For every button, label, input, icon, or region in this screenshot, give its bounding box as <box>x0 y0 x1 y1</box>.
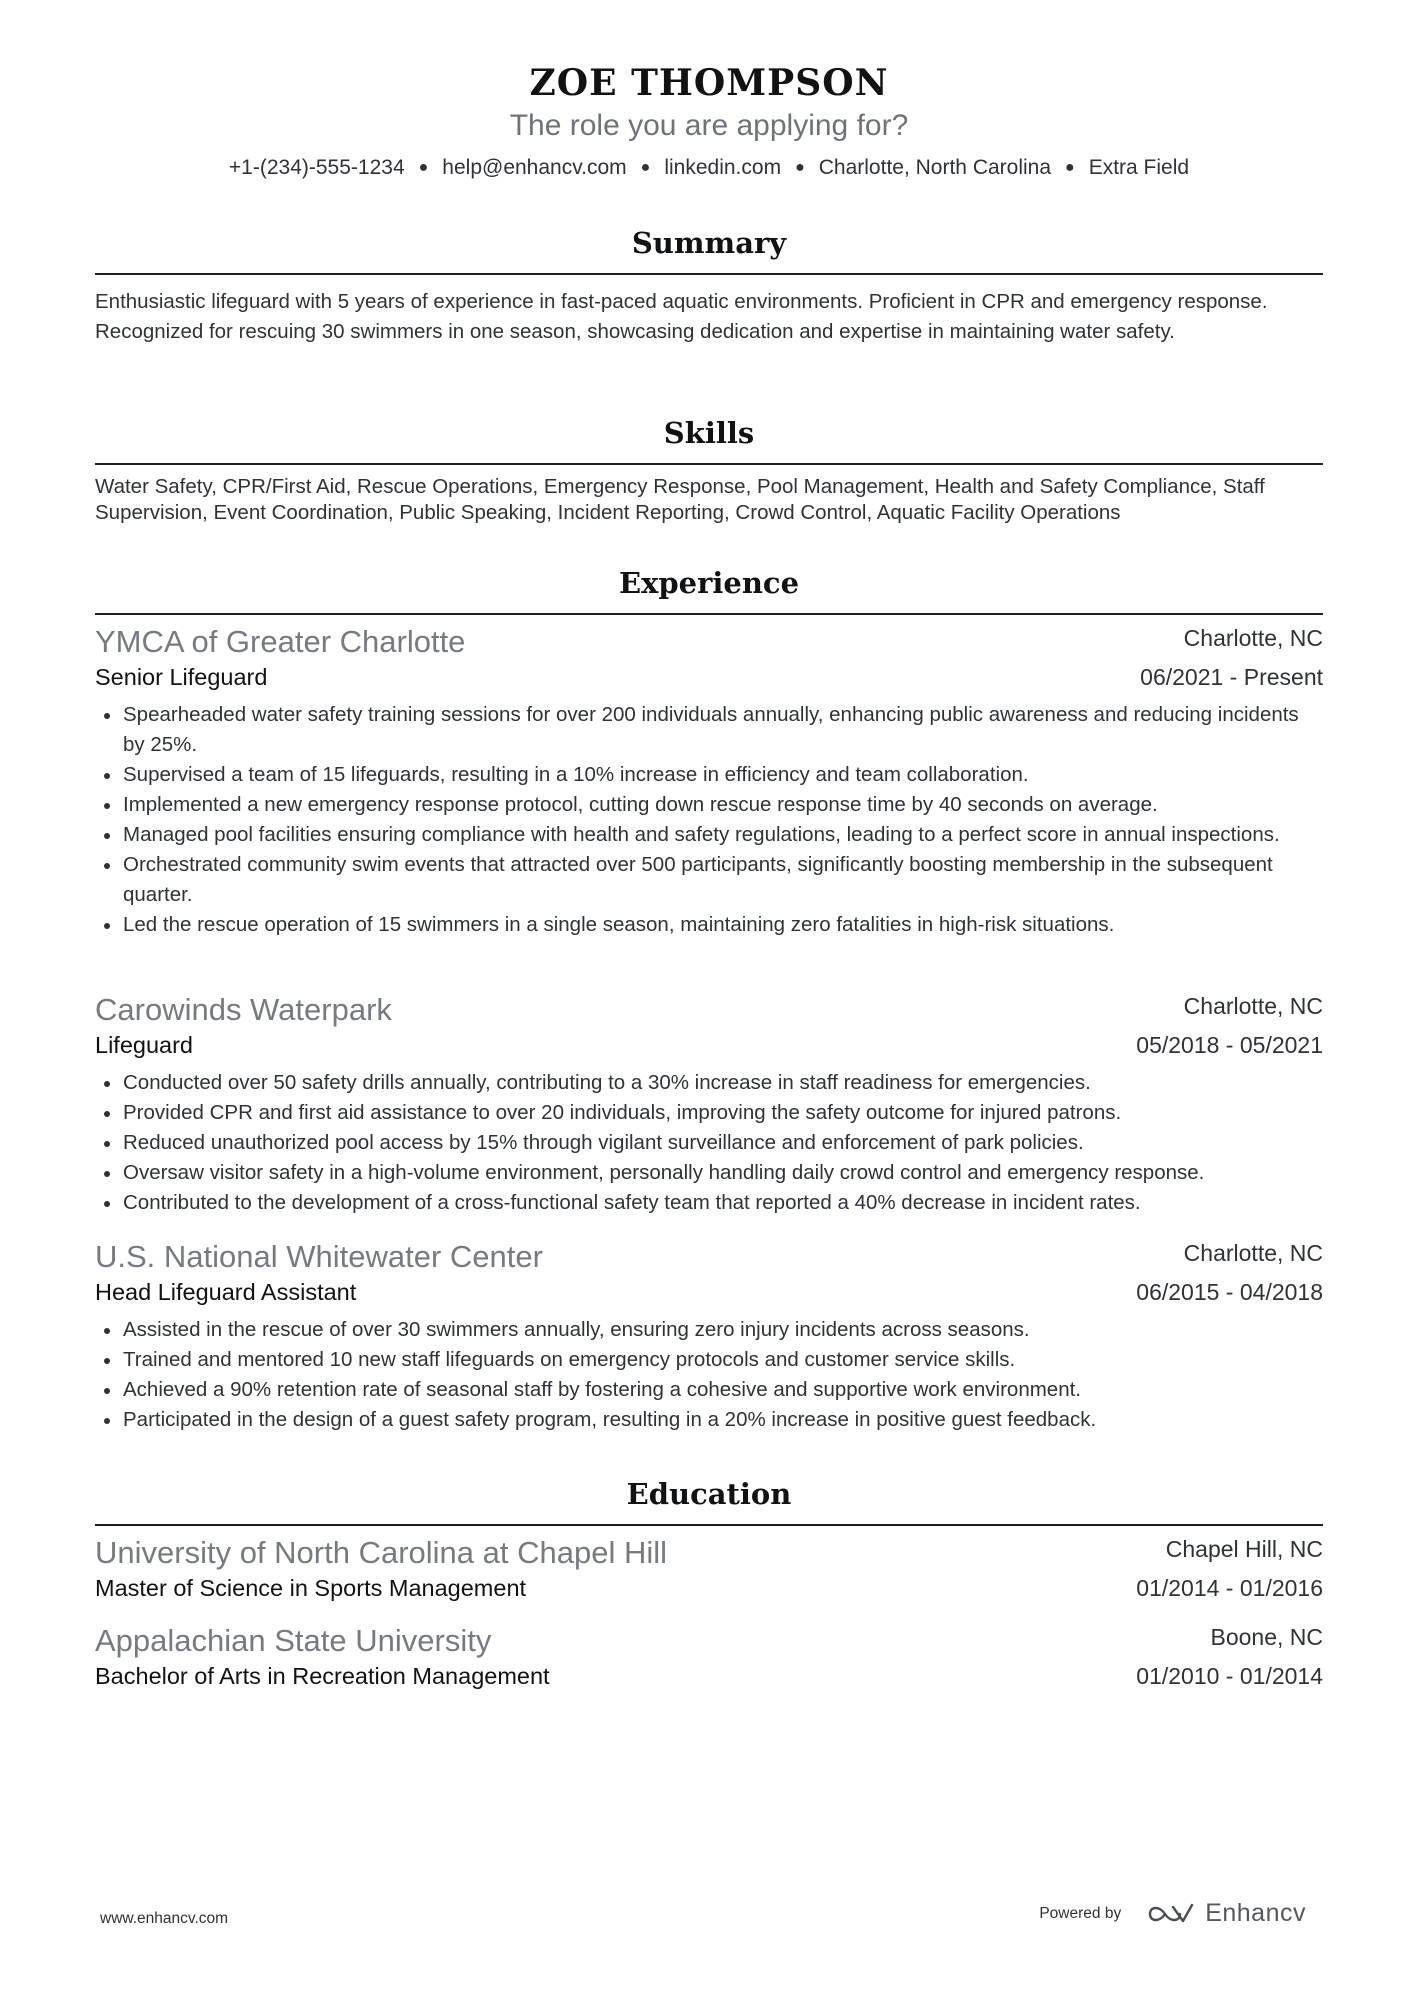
job-achievements <box>95 1068 1323 1218</box>
list-item: Orchestrated community swim events that attracted over 500 participants, significantly boosting membership in the subsequent quarter. <box>95 850 1323 910</box>
job-dates: 05/2018 - 05/2021 <box>1136 1032 1323 1058</box>
list-item: Achieved a 90% retention rate of seasonal staff by fostering a cohesive and supportive work environment. <box>95 1375 1323 1405</box>
list-item: Implemented a new emergency response protocol, cutting down rescue response time by 40 seconds on average. <box>95 790 1323 820</box>
school-location: Boone, NC <box>1210 1624 1323 1650</box>
list-item: Participated in the design of a guest safety program, resulting in a 20% increase in positive guest feedback. <box>95 1405 1323 1435</box>
list-item: Managed pool facilities ensuring compliance with health and safety regulations, leading to a perfect score in annual inspections. <box>95 820 1323 850</box>
job-achievements <box>95 700 1323 940</box>
enhancv-logo-icon <box>1147 1900 1195 1928</box>
education-dates: 01/2014 - 01/2016 <box>1136 1575 1323 1601</box>
bullet-separator-icon: ● <box>795 159 805 176</box>
phone: +1-(234)-555-1234 <box>228 156 405 179</box>
experience-heading: Experience <box>618 566 800 600</box>
summary-text: Enthusiastic lifeguard with 5 years of experience in fast-paced aquatic environments. Proficient in CPR and emergency response. Recognized for rescuing 30 swimmers in one season, showcasing dedication and expertise in maintaining water safety. <box>95 290 1268 343</box>
contact-line <box>95 156 1323 180</box>
job-title: Senior Lifeguard <box>95 664 268 690</box>
skills-text: Water Safety, CPR/First Aid, Rescue Operations, Emergency Response, Pool Management, Health and Safety Compliance, Staff Supervision, Event Coordination, Public Speaking, Incident Reporting, Crowd Control, Aquatic Facility Operations <box>95 475 1265 524</box>
employer-name: U.S. National Whitewater Center <box>95 1239 543 1274</box>
candidate-name: ZOE THOMPSON <box>529 62 889 104</box>
linkedin-link[interactable]: linkedin.com <box>664 156 782 179</box>
powered-by[interactable] <box>1039 1899 1306 1928</box>
summary-divider <box>95 273 1323 275</box>
skills-heading: Skills <box>663 416 755 450</box>
bullet-separator-icon: ● <box>418 159 429 176</box>
location: Charlotte, North Carolina <box>818 156 1052 179</box>
summary-heading: Summary <box>631 226 787 260</box>
skills-divider <box>95 463 1323 465</box>
list-item: Conducted over 50 safety drills annually, contributing to a 30% increase in staff readiness for emergencies. <box>95 1068 1323 1098</box>
extra-field: Extra Field <box>1088 156 1190 179</box>
employer-name: Carowinds Waterpark <box>95 992 392 1027</box>
list-item: Led the rescue operation of 15 swimmers in a single season, maintaining zero fatalities in high-risk situations. <box>95 910 1323 940</box>
job-location: Charlotte, NC <box>1183 993 1323 1019</box>
job-location: Charlotte, NC <box>1183 1240 1323 1266</box>
job-title: Lifeguard <box>95 1032 193 1058</box>
job-dates: 06/2015 - 04/2018 <box>1136 1279 1323 1305</box>
job-location: Charlotte, NC <box>1183 625 1323 651</box>
list-item: Assisted in the rescue of over 30 swimmers annually, ensuring zero injury incidents across seasons. <box>95 1315 1323 1345</box>
list-item: Spearheaded water safety training sessions for over 200 individuals annually, enhancing public awareness and reducing incidents by 25%. <box>95 700 1323 760</box>
job-title: Head Lifeguard Assistant <box>95 1279 357 1305</box>
list-item: Trained and mentored 10 new staff lifeguards on emergency protocols and customer service skills. <box>95 1345 1323 1375</box>
powered-by-label: Powered by <box>1039 1904 1122 1922</box>
degree: Bachelor of Arts in Recreation Management <box>95 1663 550 1689</box>
list-item: Supervised a team of 15 lifeguards, resulting in a 10% increase in efficiency and team collaboration. <box>95 760 1323 790</box>
list-item: Reduced unauthorized pool access by 15% through vigilant surveillance and enforcement of park policies. <box>95 1128 1323 1158</box>
enhancv-logo-text: Enhancv <box>1205 1899 1306 1927</box>
degree: Master of Science in Sports Management <box>95 1575 527 1601</box>
job-achievements <box>95 1315 1323 1435</box>
list-item: Provided CPR and first aid assistance to over 20 individuals, improving the safety outcome for injured patrons. <box>95 1098 1323 1128</box>
experience-divider <box>95 613 1323 615</box>
bullet-separator-icon: ● <box>640 159 651 176</box>
target-role: The role you are applying for? <box>509 109 909 142</box>
education-dates: 01/2010 - 01/2014 <box>1136 1663 1323 1689</box>
bullet-separator-icon: ● <box>1065 159 1075 176</box>
school-name: Appalachian State University <box>95 1623 492 1658</box>
education-heading: Education <box>626 1477 792 1511</box>
email-link[interactable]: help@enhancv.com <box>442 156 627 179</box>
education-divider <box>95 1524 1323 1526</box>
job-dates: 06/2021 - Present <box>1140 664 1323 690</box>
employer-name: YMCA of Greater Charlotte <box>95 624 466 659</box>
school-location: Chapel Hill, NC <box>1165 1536 1323 1562</box>
school-name: University of North Carolina at Chapel Hill <box>95 1535 668 1570</box>
website-link[interactable]: www.enhancv.com <box>100 1910 229 1927</box>
list-item: Oversaw visitor safety in a high-volume environment, personally handling daily crowd control and emergency response. <box>95 1158 1323 1188</box>
list-item: Contributed to the development of a cross-functional safety team that reported a 40% decrease in incident rates. <box>95 1188 1323 1218</box>
